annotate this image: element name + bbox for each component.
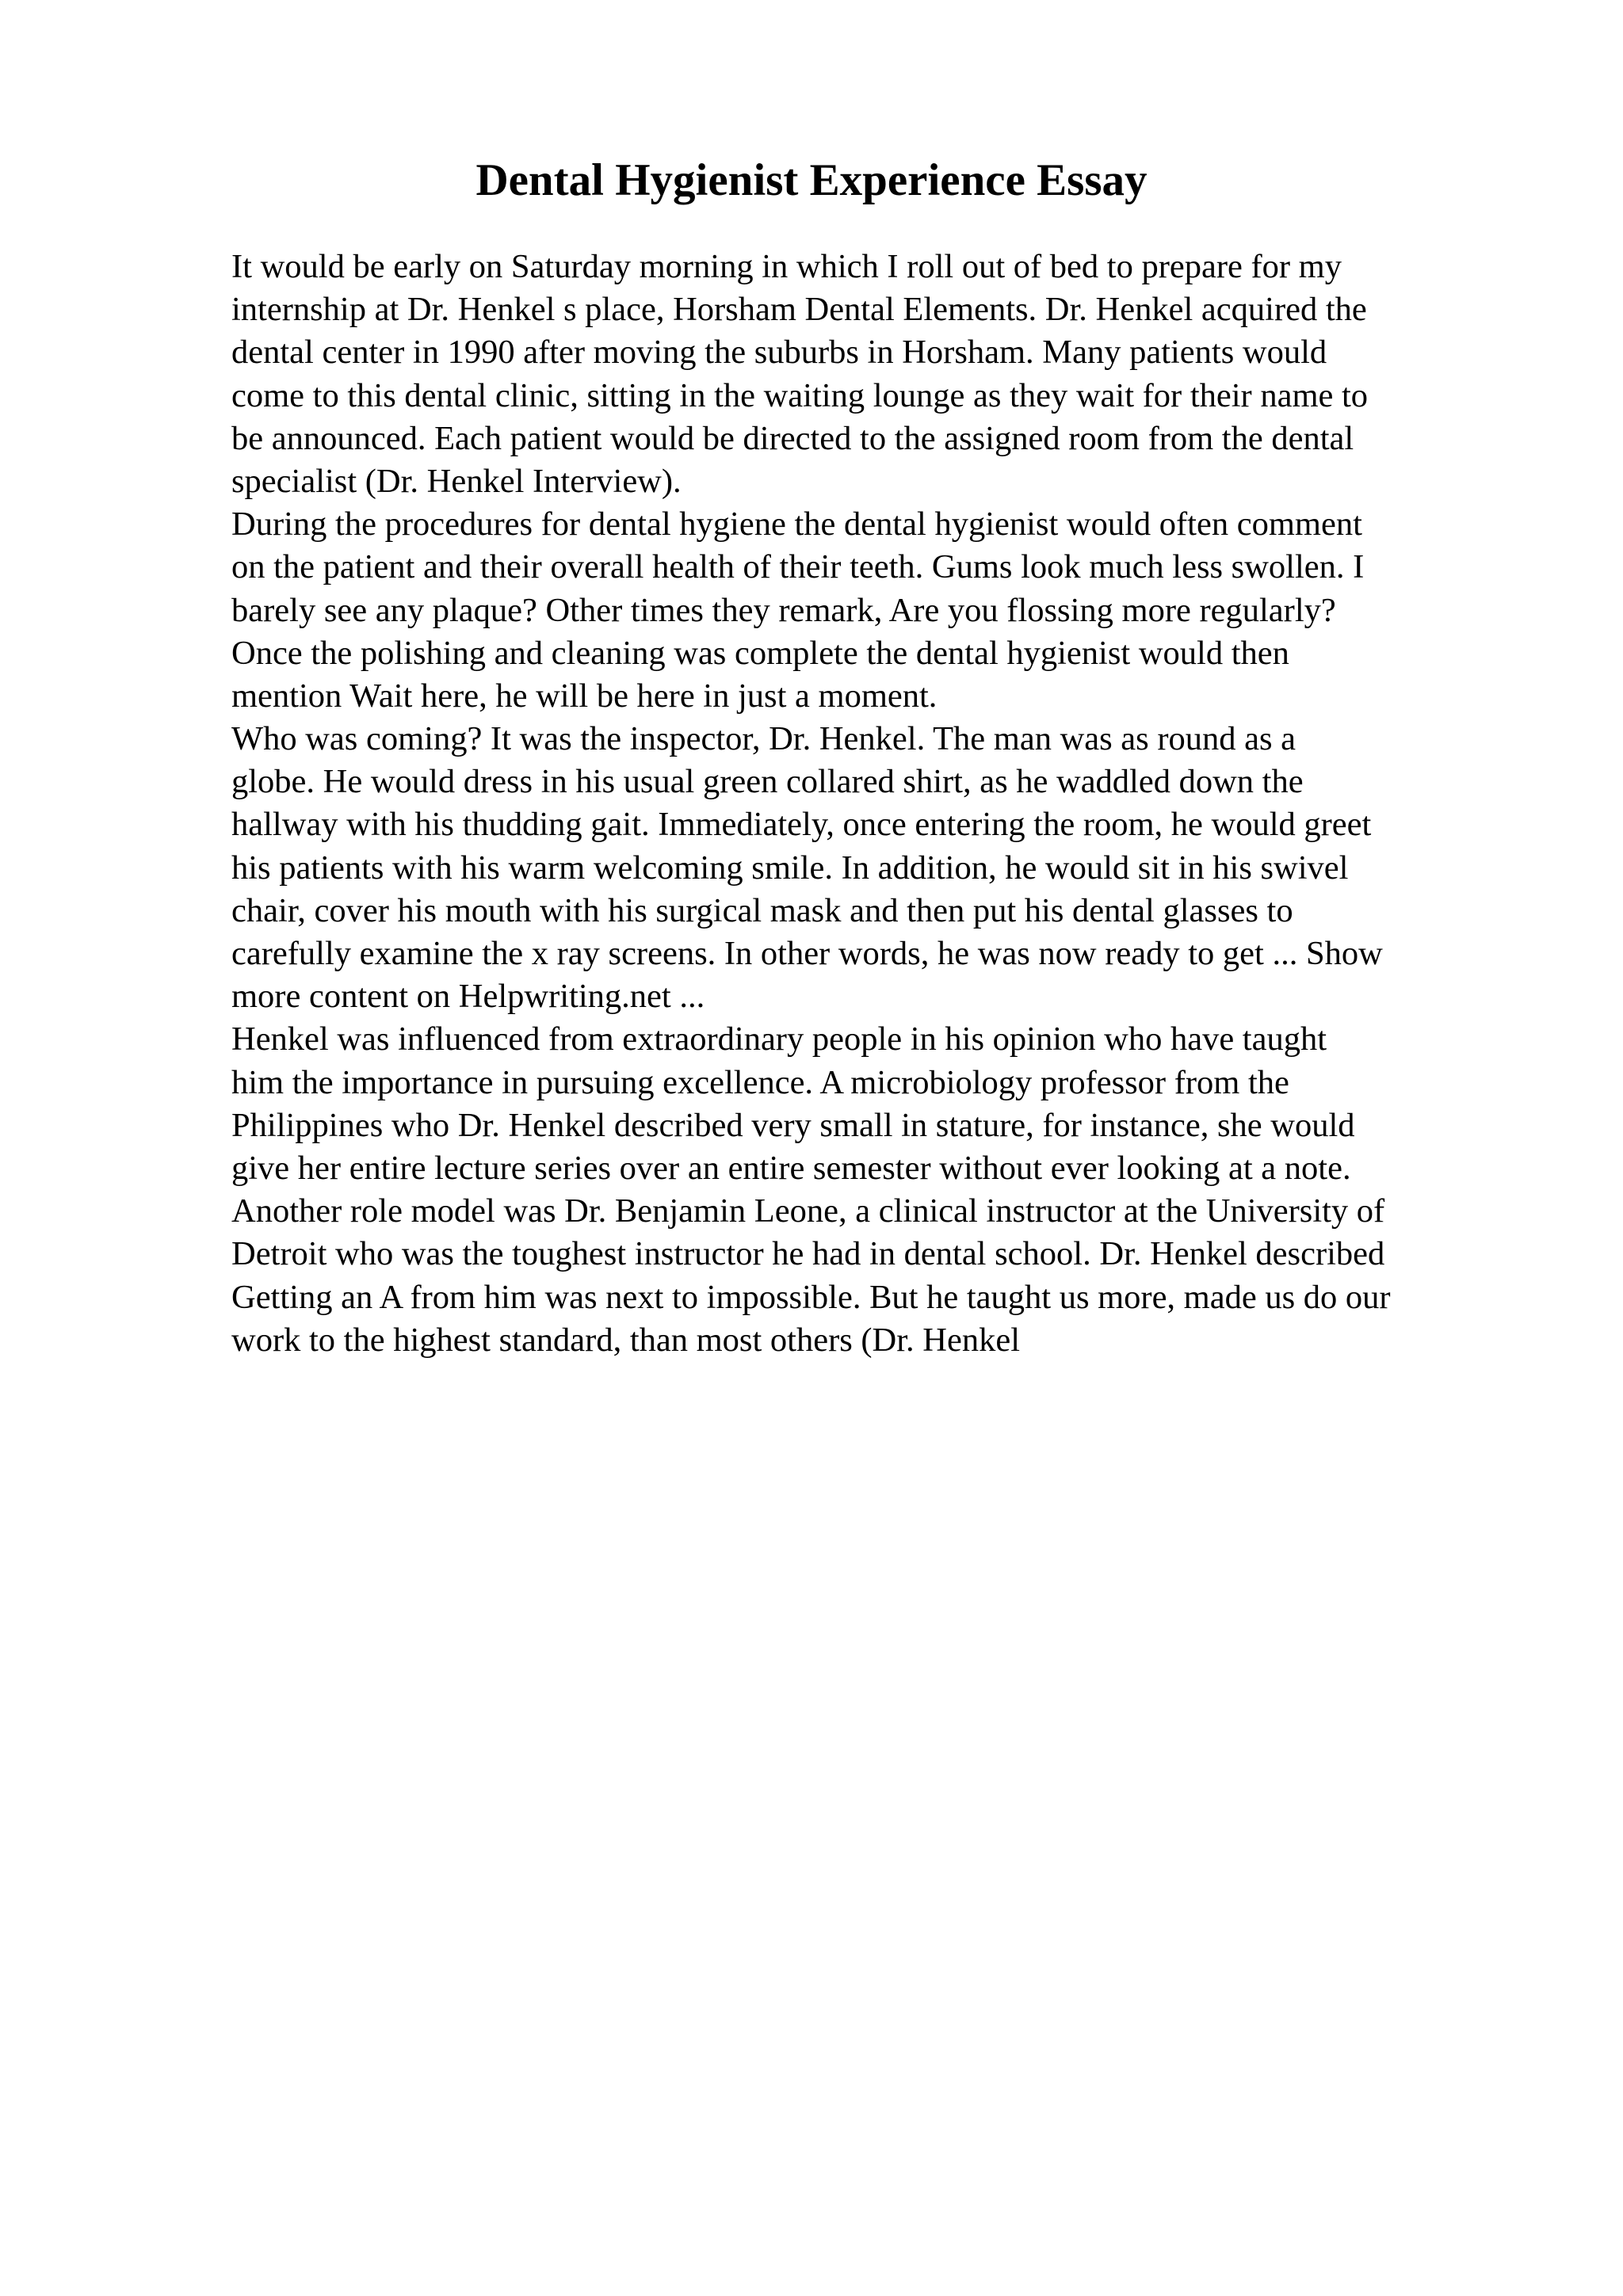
text-line: Who was coming? It was the inspector, Dr. Henkel. The man was as round as a	[231, 720, 1296, 758]
text-line: globe. He would dress in his usual green collared shirt, as he waddled down the	[231, 763, 1304, 801]
essay-body	[231, 246, 1594, 1362]
text-line: be announced. Each patient would be directed to the assigned room from the dental	[231, 419, 1354, 457]
text-line: more content on Helpwriting.net ...	[231, 978, 705, 1016]
text-line: come to this dental clinic, sitting in the waiting lounge as they wait for their name to	[231, 376, 1369, 414]
text-line: mention Wait here, he will be here in just a moment.	[231, 677, 938, 715]
text-line: chair, cover his mouth with his surgical mask and then put his dental glasses to	[231, 891, 1293, 929]
text-line: on the patient and their overall health of their teeth. Gums look much less swollen. I	[231, 548, 1365, 586]
text-line: his patients with his warm welcoming smile. In addition, he would sit in his swivel	[231, 849, 1349, 887]
text-line: barely see any plaque? Other times they remark, Are you flossing more regularly?	[231, 591, 1336, 629]
text-line: carefully examine the x ray screens. In other words, he was now ready to get ... Show	[231, 935, 1383, 972]
text-line: specialist (Dr. Henkel Interview).	[231, 462, 682, 500]
text-line: Another role model was Dr. Benjamin Leone, a clinical instructor at the University of	[231, 1192, 1385, 1230]
text-line: During the procedures for dental hygiene the dental hygienist would often comment	[231, 505, 1362, 543]
text-line: give her entire lecture series over an entire semester without ever looking at a note.	[231, 1149, 1351, 1187]
text-line: Henkel was influenced from extraordinary people in his opinion who have taught	[231, 1020, 1327, 1058]
text-line: internship at Dr. Henkel s place, Horsham Dental Elements. Dr. Henkel acquired the	[231, 291, 1367, 329]
text-line: Detroit who was the toughest instructor he had in dental school. Dr. Henkel described	[231, 1235, 1385, 1273]
text-line: Getting an A from him was next to impossible. But he taught us more, made us do our	[231, 1278, 1391, 1316]
text-line: work to the highest standard, than most others (Dr. Henkel	[231, 1321, 1021, 1359]
text-line: It would be early on Saturday morning in which I roll out of bed to prepare for my	[231, 248, 1342, 285]
text-line: hallway with his thudding gait. Immediately, once entering the room, he would greet	[231, 806, 1372, 844]
document-title: Dental Hygienist Experience Essay	[475, 155, 1148, 205]
text-line: Philippines who Dr. Henkel described very small in stature, for instance, she would	[231, 1106, 1355, 1144]
text-line: Once the polishing and cleaning was complete the dental hygienist would then	[231, 634, 1289, 672]
text-line: him the importance in pursuing excellence. A microbiology professor from the	[231, 1063, 1289, 1101]
text-line: dental center in 1990 after moving the suburbs in Horsham. Many patients would	[231, 334, 1327, 372]
